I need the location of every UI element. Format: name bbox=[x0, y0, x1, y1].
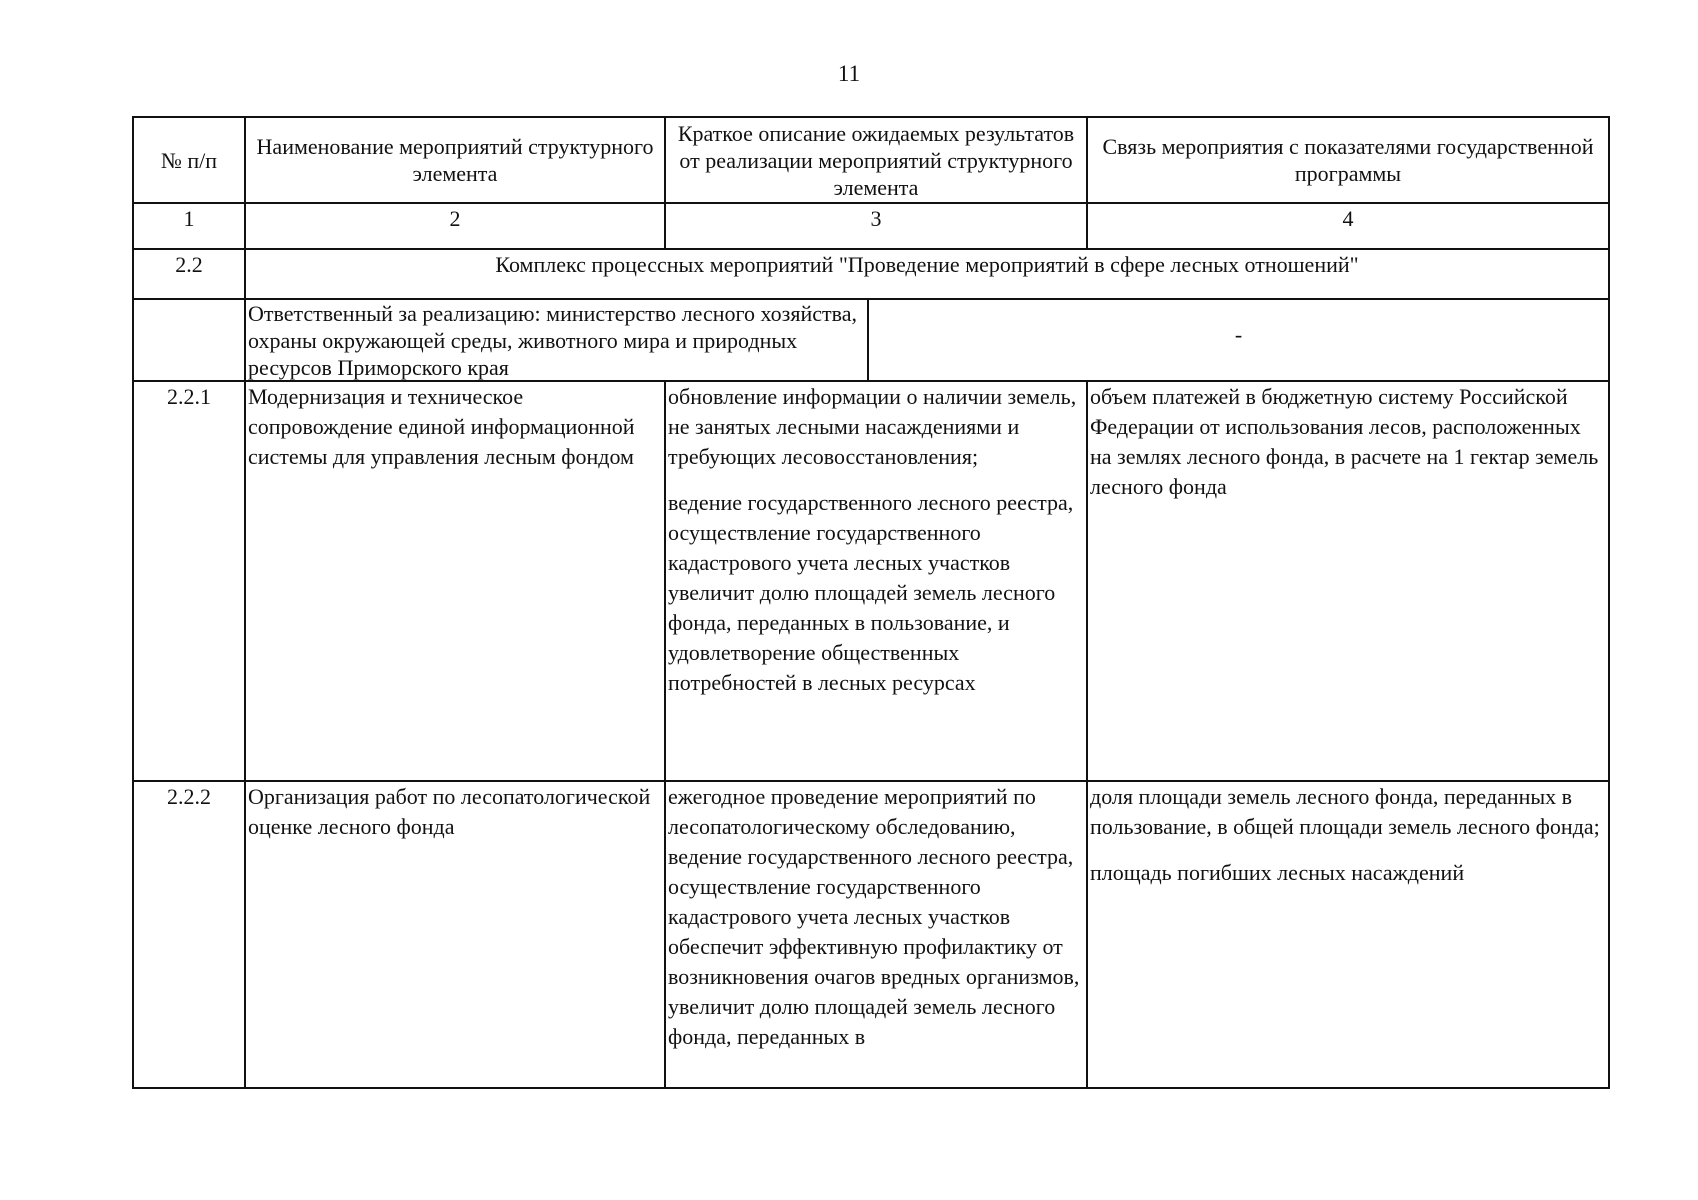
column-number: 3 bbox=[665, 203, 1087, 249]
result-paragraph: обновление информации о наличии земель, не занятых лесными насаждениями и требующих лесовосстановления; bbox=[668, 384, 1077, 469]
complex-row bbox=[133, 249, 1609, 299]
table-header-row bbox=[133, 117, 1609, 203]
responsible-cell bbox=[245, 299, 1609, 381]
activities-table bbox=[132, 116, 1610, 1089]
column-numbers-row bbox=[133, 203, 1609, 249]
result-paragraph: ежегодное проведение мероприятий по лесопатологическому обследованию, ведение государственного лесного реестра, осуществление государственного кадастрового учета лесных участков обеспечит эффективную профилактику от возникновения очагов вредных организмов, увеличит долю площадей земель лесного фонда, переданных в bbox=[668, 784, 1080, 1049]
responsible-text: Ответственный за реализацию: министерство лесного хозяйства, охраны окружающей среды, животного мира и природных ресурсов Приморского края bbox=[246, 300, 869, 380]
row-indicators bbox=[1087, 381, 1609, 781]
row-expected-results bbox=[665, 381, 1087, 781]
header-activity-name: Наименование мероприятий структурного элемента bbox=[245, 117, 665, 203]
responsible-row bbox=[133, 299, 1609, 381]
column-number: 2 bbox=[245, 203, 665, 249]
row-activity-name: Модернизация и техническое сопровождение единой информационной системы для управления лесным фондом bbox=[245, 381, 665, 781]
indicator-paragraph: объем платежей в бюджетную систему Российской Федерации от использования лесов, расположенных на землях лесного фонда, в расчете на 1 гектар земель лесного фонда bbox=[1090, 384, 1599, 499]
row-indicators bbox=[1087, 781, 1609, 1088]
table-row bbox=[133, 381, 1609, 781]
results-clip bbox=[668, 782, 1084, 1087]
responsible-value: - bbox=[1234, 322, 1243, 347]
indicator-paragraph: площадь погибших лесных насаждений bbox=[1090, 860, 1465, 885]
complex-title: Комплекс процессных мероприятий "Проведение мероприятий в сфере лесных отношений" bbox=[245, 249, 1609, 299]
responsible-empty-cell bbox=[133, 299, 245, 381]
row-expected-results bbox=[665, 781, 1087, 1088]
header-expected-results: Краткое описание ожидаемых результатов от реализации мероприятий структурного элемента bbox=[665, 117, 1087, 203]
indicator-paragraph: доля площади земель лесного фонда, переданных в пользование, в общей площади земель лесного фонда; bbox=[1090, 784, 1600, 839]
column-number: 1 bbox=[133, 203, 245, 249]
table-row bbox=[133, 781, 1609, 1088]
row-number: 2.2.1 bbox=[133, 381, 245, 781]
complex-number: 2.2 bbox=[133, 249, 245, 299]
header-indicators: Связь мероприятия с показателями государственной программы bbox=[1087, 117, 1609, 203]
result-paragraph: ведение государственного лесного реестра, осуществление государственного кадастрового учета лесных участков увеличит долю площадей земель лесного фонда, переданных в пользование, и удовлетворение общественных потребностей в лесных ресурсах bbox=[668, 490, 1074, 695]
row-activity-name: Организация работ по лесопатологической оценке лесного фонда bbox=[245, 781, 665, 1088]
row-number: 2.2.2 bbox=[133, 781, 245, 1088]
header-number: № п/п bbox=[133, 117, 245, 203]
column-number: 4 bbox=[1087, 203, 1609, 249]
page-number: 11 bbox=[837, 61, 861, 86]
